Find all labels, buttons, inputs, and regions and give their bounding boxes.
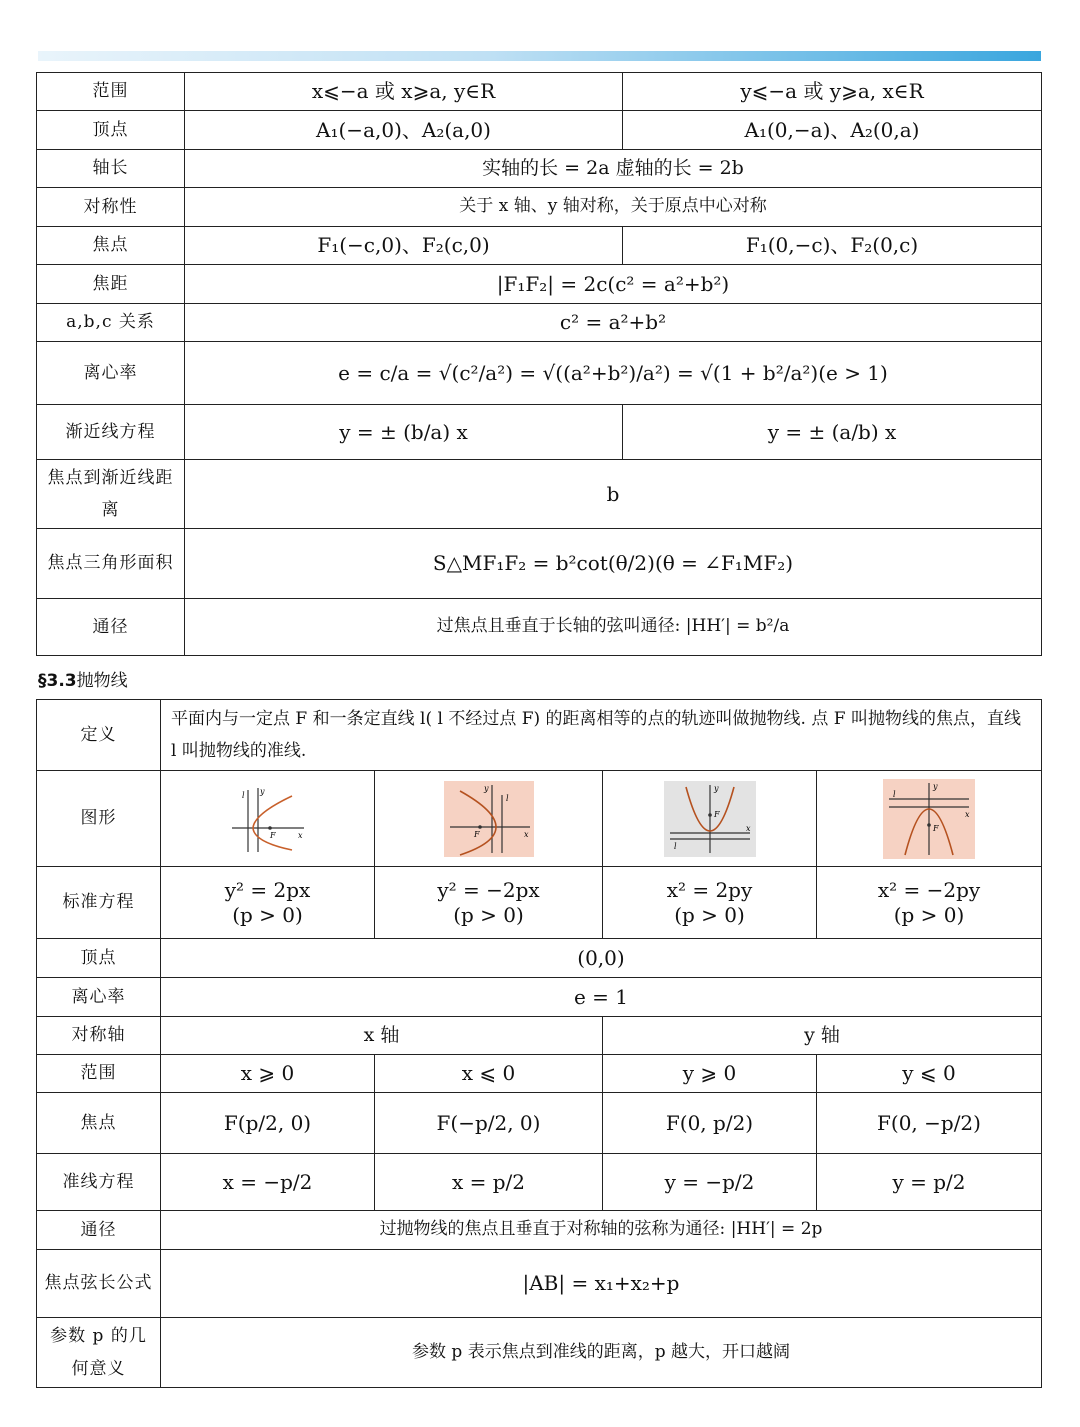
equation-cell	[817, 867, 1042, 939]
row-label: 焦点三角形面积	[37, 529, 185, 599]
row-label: a,b,c 关系	[37, 304, 185, 342]
row-label: 准线方程	[37, 1154, 161, 1211]
row-label: 参数 p 的几何意义	[37, 1318, 161, 1388]
section-number: §3.3	[38, 671, 77, 691]
table-row	[37, 73, 1042, 111]
cell-value: x 轴	[161, 1017, 603, 1055]
equation: x² = −2py	[877, 877, 981, 902]
table-row	[37, 1093, 1042, 1154]
equation-cell	[161, 867, 375, 939]
cell-value: F₁(−c,0)、F₂(c,0)	[185, 227, 623, 265]
equation: y² = 2px	[224, 877, 311, 902]
table-row	[37, 939, 1042, 978]
table-row	[37, 1250, 1042, 1318]
cell-value: y 轴	[603, 1017, 1042, 1055]
svg-text:F: F	[933, 823, 939, 833]
parabola-table	[36, 699, 1042, 1388]
cell-value: F(0, −p/2)	[817, 1093, 1042, 1154]
cell-value: y = −p/2	[603, 1154, 817, 1211]
row-label: 通径	[37, 599, 185, 656]
cell-value: 参数 p 表示焦点到准线的距离，p 越大，开口越阔	[161, 1318, 1042, 1388]
cell-value: y = ± (a/b) x	[623, 405, 1042, 460]
cell-value: x = −p/2	[161, 1154, 375, 1211]
condition: (p > 0)	[453, 902, 524, 927]
equation-cell	[375, 867, 603, 939]
cell-value: e = 1	[161, 978, 1042, 1017]
equation: x² = 2py	[666, 877, 753, 902]
row-label: 焦点	[37, 227, 185, 265]
table-row	[37, 265, 1042, 304]
svg-text:x: x	[523, 829, 529, 839]
table-row	[37, 1318, 1042, 1388]
table-row	[37, 111, 1042, 150]
svg-text:l: l	[241, 790, 245, 800]
figure-cell	[375, 771, 603, 867]
row-label: 离心率	[37, 978, 161, 1017]
figure-cell	[817, 771, 1042, 867]
row-label: 通径	[37, 1211, 161, 1250]
cell-value: y ⩽ 0	[817, 1055, 1042, 1093]
condition: (p > 0)	[674, 902, 745, 927]
cell-value: F(−p/2, 0)	[375, 1093, 603, 1154]
cell-value: y ⩾ 0	[603, 1055, 817, 1093]
row-label: 渐近线方程	[37, 405, 185, 460]
left-opening-parabola-icon	[444, 781, 534, 857]
cell-value: y⩽−a 或 y⩾a, x∈R	[623, 73, 1042, 111]
cell-value: 过抛物线的焦点且垂直于对称轴的弦称为通径: |HH′| = 2p	[161, 1211, 1042, 1250]
equation: y² = −2px	[437, 877, 540, 902]
table-row	[37, 771, 1042, 867]
cell-value: y = ± (b/a) x	[185, 405, 623, 460]
table-row	[37, 304, 1042, 342]
table-row	[37, 700, 1042, 771]
table-row	[37, 867, 1042, 939]
equation-cell	[603, 867, 817, 939]
svg-text:l: l	[505, 793, 509, 803]
condition: (p > 0)	[893, 902, 965, 927]
row-label: 焦距	[37, 265, 185, 304]
table-row	[37, 188, 1042, 227]
down-opening-parabola-icon	[883, 779, 975, 859]
svg-text:y: y	[259, 786, 265, 796]
row-label: 对称性	[37, 188, 185, 227]
table-row	[37, 978, 1042, 1017]
cell-value: A₁(−a,0)、A₂(a,0)	[185, 111, 623, 150]
row-label: 焦点到渐近线距离	[37, 460, 185, 529]
cell-value: x⩽−a 或 x⩾a, y∈R	[185, 73, 623, 111]
table-row	[37, 599, 1042, 656]
definition-text: 平面内与一定点 F 和一条定直线 l( l 不经过点 F) 的距离相等的点的轨迹叫做抛物线. 点 F 叫抛物线的焦点，直线 l 叫抛物线的准线.	[161, 700, 1042, 771]
svg-text:y: y	[713, 783, 719, 793]
svg-text:F: F	[713, 809, 720, 819]
section-title: 抛物线	[76, 671, 128, 691]
svg-text:F: F	[473, 829, 480, 839]
row-label: 定义	[37, 700, 161, 771]
table-row	[37, 405, 1042, 460]
svg-text:x: x	[965, 809, 970, 819]
cell-value: 过焦点且垂直于长轴的弦叫通径: |HH′| = b²/a	[185, 599, 1042, 656]
row-label: 范围	[37, 73, 185, 111]
table-row	[37, 1055, 1042, 1093]
table-row	[37, 1017, 1042, 1055]
svg-text:l: l	[893, 789, 896, 799]
cell-value: x = p/2	[375, 1154, 603, 1211]
cell-value: S△MF₁F₂ = b²cot(θ/2)(θ = ∠F₁MF₂)	[185, 529, 1042, 599]
section-heading	[38, 666, 128, 691]
cell-value: c² = a²+b²	[185, 304, 1042, 342]
cell-value: |F₁F₂| = 2c(c² = a²+b²)	[185, 265, 1042, 304]
cell-value: e = c/a = √(c²/a²) = √((a²+b²)/a²) = √(1 + b²/a²)(e > 1)	[185, 342, 1042, 405]
top-banner	[38, 51, 1041, 61]
table-row	[37, 342, 1042, 405]
cell-value: y = p/2	[817, 1154, 1042, 1211]
row-label: 焦点	[37, 1093, 161, 1154]
figure-cell	[603, 771, 817, 867]
up-opening-parabola-icon	[664, 781, 756, 857]
table-row	[37, 1154, 1042, 1211]
table-row	[37, 150, 1042, 188]
cell-value: F(0, p/2)	[603, 1093, 817, 1154]
table-row	[37, 460, 1042, 529]
cell-value: |AB| = x₁+x₂+p	[161, 1250, 1042, 1318]
row-label: 图形	[37, 771, 161, 867]
right-opening-parabola-icon	[228, 784, 308, 854]
svg-text:x: x	[745, 823, 751, 833]
table-row	[37, 1211, 1042, 1250]
row-label: 标准方程	[37, 867, 161, 939]
svg-text:y: y	[483, 783, 489, 793]
row-label: 离心率	[37, 342, 185, 405]
cell-value: F₁(0,−c)、F₂(0,c)	[623, 227, 1042, 265]
row-label: 顶点	[37, 111, 185, 150]
svg-text:l: l	[673, 841, 677, 851]
condition: (p > 0)	[232, 902, 303, 927]
cell-value: 关于 x 轴、y 轴对称，关于原点中心对称	[185, 188, 1042, 227]
row-label: 焦点弦长公式	[37, 1250, 161, 1318]
hyperbola-table	[36, 72, 1042, 656]
table-row	[37, 227, 1042, 265]
row-label: 轴长	[37, 150, 185, 188]
row-label: 对称轴	[37, 1017, 161, 1055]
row-label: 范围	[37, 1055, 161, 1093]
svg-text:y: y	[933, 781, 938, 791]
table-row	[37, 529, 1042, 599]
cell-value: x ⩽ 0	[375, 1055, 603, 1093]
svg-text:x: x	[297, 830, 303, 840]
cell-value: (0,0)	[161, 939, 1042, 978]
row-label: 顶点	[37, 939, 161, 978]
cell-value: 实轴的长 = 2a 虚轴的长 = 2b	[185, 150, 1042, 188]
cell-value: x ⩾ 0	[161, 1055, 375, 1093]
figure-cell	[161, 771, 375, 867]
svg-text:F: F	[269, 830, 276, 840]
cell-value: b	[185, 460, 1042, 529]
cell-value: F(p/2, 0)	[161, 1093, 375, 1154]
cell-value: A₁(0,−a)、A₂(0,a)	[623, 111, 1042, 150]
